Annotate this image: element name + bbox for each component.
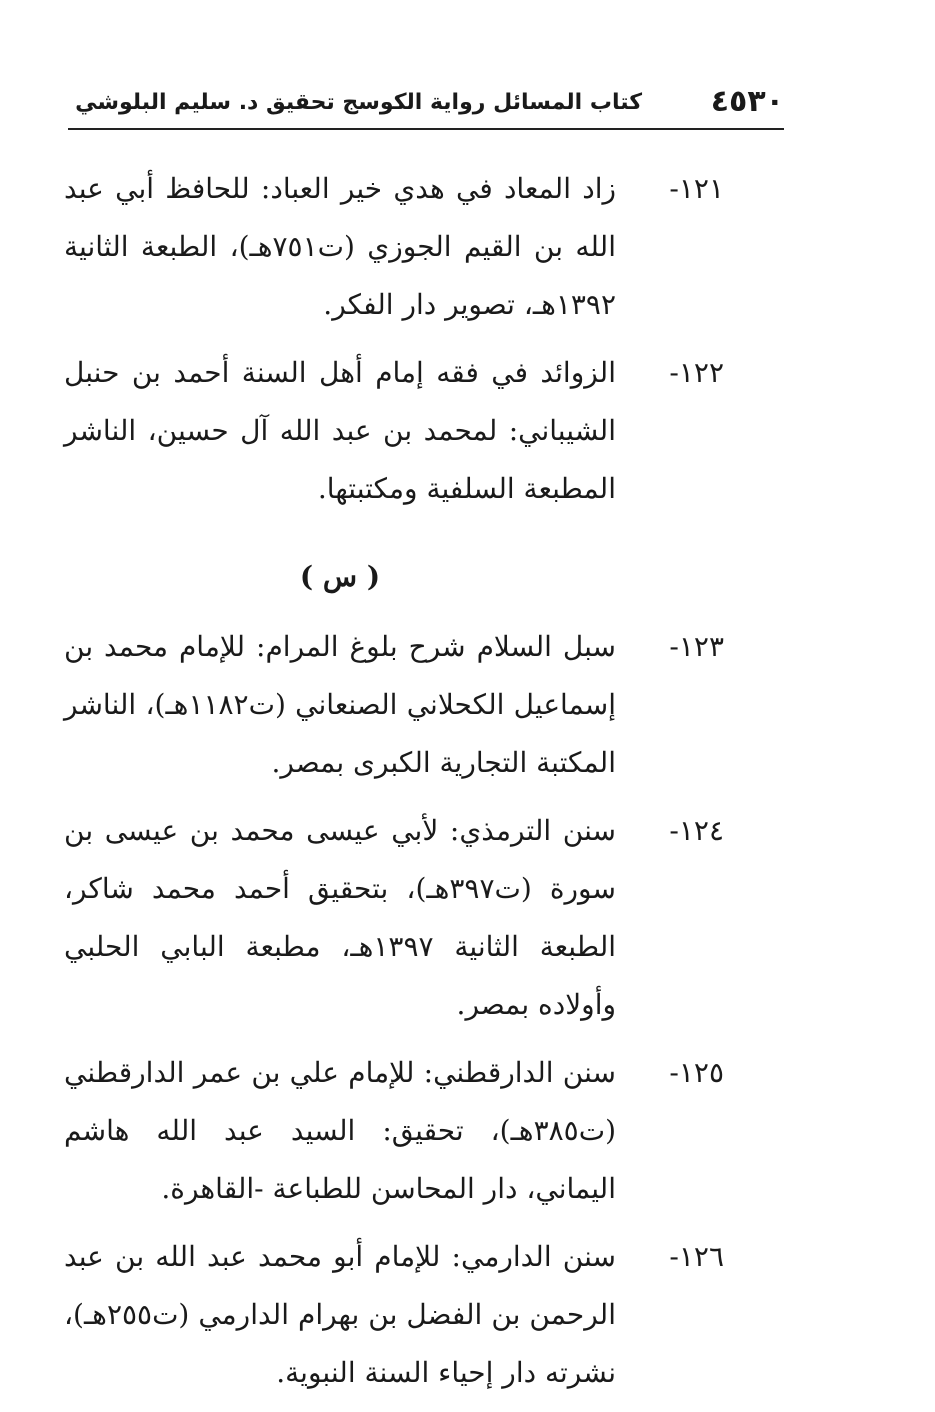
section-heading: ( س ) xyxy=(299,560,381,593)
entry-number: ١٢٥- xyxy=(669,1056,724,1089)
bibliography-entry xyxy=(64,618,724,792)
entry-text: زاد المعاد في هدي خير العباد: للحافظ أبي عبد الله بن القيم الجوزي (ت٧٥١هـ)، الطبعة الثانية ١٣٩٢هـ، تصوير دار الفكر. xyxy=(64,172,616,321)
entry-number: ١٢٣- xyxy=(669,630,724,663)
bibliography-entry xyxy=(64,160,724,334)
entry-number: ١٢٦- xyxy=(669,1240,724,1273)
bibliography-entry xyxy=(64,1228,724,1402)
page-header xyxy=(68,80,784,130)
bibliography-entry xyxy=(64,344,724,518)
bibliography-entry xyxy=(64,802,724,1034)
bibliography-list xyxy=(64,160,724,1412)
entry-number: ١٢١- xyxy=(669,172,724,205)
entry-text: سنن الترمذي: لأبي عيسى محمد بن عيسى بن سورة (ت٣٩٧هـ)، بتحقيق أحمد محمد شاكر، الطبعة الثانية ١٣٩٧هـ، مطبعة البابي الحلبي وأولاده بمصر. xyxy=(64,814,617,1021)
entry-number: ١٢٤- xyxy=(669,814,724,847)
entry-text: سنن الدارقطني: للإمام علي بن عمر الدارقطني (ت٣٨٥هـ)، تحقيق: السيد عبد الله هاشم اليماني، دار المحاسن للطباعة -القاهرة. xyxy=(64,1056,616,1205)
entry-number: ١٢٢- xyxy=(669,356,724,389)
entry-text: سنن الدارمي: للإمام أبو محمد عبد الله بن عبد الرحمن بن الفضل بن بهرام الدارمي (ت٢٥٥هـ)، نشرته دار إحياء السنة النبوية. xyxy=(64,1240,616,1389)
page-number: ٤٥٣٠ xyxy=(710,84,784,119)
running-title: كتاب المسائل رواية الكوسج تحقيق د. سليم البلوشي xyxy=(75,90,642,115)
bibliography-entry xyxy=(64,1044,724,1218)
entry-text: الزوائد في فقه إمام أهل السنة أحمد بن حنبل الشيباني: لمحمد بن عبد الله آل حسين، الناشر المطبعة السلفية ومكتبتها. xyxy=(64,356,616,505)
entry-text: سبل السلام شرح بلوغ المرام: للإمام محمد بن إسماعيل الكحلاني الصنعاني (ت١١٨٢هـ)، الناشر المكتبة التجارية الكبرى بمصر. xyxy=(64,630,617,779)
